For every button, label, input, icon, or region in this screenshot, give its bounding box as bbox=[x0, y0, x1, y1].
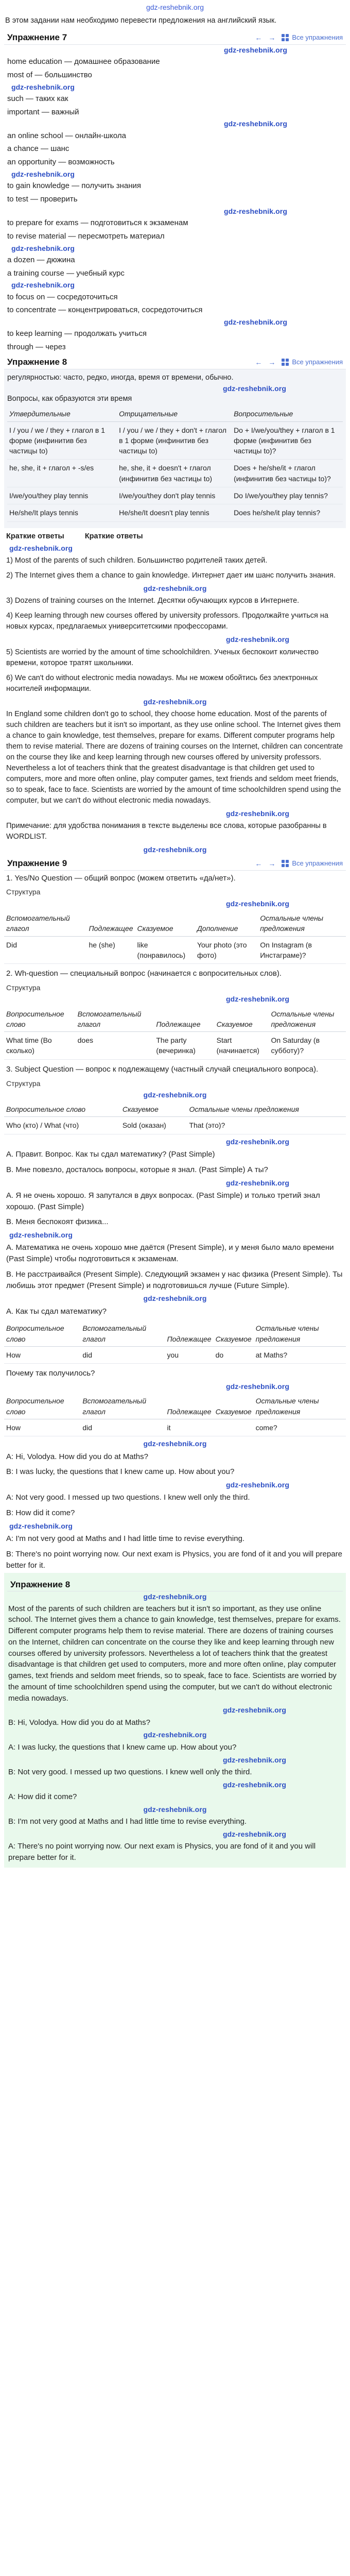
paragraph: 6) We can't do without electronic media nowadays. Мы не можем обойтись без электронных носителей информации. bbox=[6, 673, 318, 693]
table-header: Вопросительное слово bbox=[4, 1321, 80, 1346]
list-item: to concentrate — концентрироваться, сосредоточиться bbox=[7, 306, 203, 315]
watermark: gdz-reshebnik.org bbox=[222, 1706, 286, 1715]
watermark: gdz-reshebnik.org bbox=[225, 995, 289, 1004]
exercise-title: Упражнение 8 bbox=[10, 1579, 71, 1589]
watermark: gdz-reshebnik.org bbox=[143, 1439, 207, 1448]
table-cell: On Saturday (в субботу)? bbox=[269, 1032, 346, 1060]
table-cell: I / you / we / they + глагол в 1 форме (инфинитив без частицы to) bbox=[7, 421, 117, 460]
paragraph: 2) The Internet gives them a chance to gain knowledge. Интернет дает им шанс получить знания. bbox=[6, 571, 336, 580]
list-item: to focus on — сосредоточиться bbox=[7, 292, 118, 301]
paragraph: In England some children don't go to school, they choose home education. Most of the parents of such children are teachers but it isn't so important, as they use online school. The Internet gives them a chance to gain knowledge, test themselves, prepare for exams. Different computer programs help them to revise material. There are dozens of training courses on the Internet, children can concentrate on the course they like and keep learning through new courses offered by university professors. Nevertheless a lot of teachers think that the greatest disadvantage is that children get used to computers, more and more often online, play computer games, text friends and seldom meet friends, so to speak, face to face. Scientists are worried by the amount of time schoolchildren spend using the computer, but we can't do without electronic media nowadays. bbox=[6, 709, 343, 805]
exercise-title: Упражнение 7 bbox=[7, 32, 67, 42]
watermark: gdz-reshebnik.org bbox=[222, 1780, 286, 1789]
prev-arrow-icon[interactable]: ← bbox=[255, 358, 262, 367]
list-item: to keep learning — продолжать учиться bbox=[7, 329, 147, 338]
watermark: gdz-reshebnik.org bbox=[143, 1592, 207, 1601]
list-item: an online school — онлайн-школа bbox=[7, 131, 126, 140]
answer-line: B: How did it come? bbox=[6, 1509, 75, 1518]
watermark: gdz-reshebnik.org bbox=[9, 1521, 73, 1530]
example-line: A. Правит. Вопрос. Как ты сдал математику? (Past Simple) bbox=[6, 1150, 215, 1159]
table-cell: at Maths? bbox=[254, 1346, 346, 1363]
paragraph: 1) Most of the parents of such children. Большинство родителей таких детей. bbox=[6, 556, 268, 565]
prev-arrow-icon[interactable]: ← bbox=[255, 33, 262, 42]
watermark: gdz-reshebnik.org bbox=[143, 697, 207, 706]
table-cell: did bbox=[80, 1346, 165, 1363]
table-cell: it bbox=[165, 1419, 213, 1436]
grid-icon bbox=[282, 34, 289, 41]
table-header: Остальные члены предложения bbox=[269, 1007, 346, 1032]
table-header: Подлежащее bbox=[165, 1394, 213, 1419]
grid-icon bbox=[282, 359, 289, 366]
paragraph: 3) Dozens of training courses on the Internet. Десятки обучающих курсов в Интернете. bbox=[6, 597, 300, 605]
all-exercises-link[interactable] bbox=[282, 859, 343, 869]
table-cell: What time (Во сколько) bbox=[4, 1032, 76, 1060]
table-cell: He/she/It doesn't play tennis bbox=[117, 504, 232, 521]
list-item: most of — большинство bbox=[7, 70, 92, 79]
question-table-2 bbox=[4, 1007, 346, 1060]
table-cell: Did bbox=[4, 936, 86, 964]
question-table-4 bbox=[4, 1321, 346, 1364]
example-line: A. Математика не очень хорошо мне даётся (Present Simple), и у меня было мало времени (Past Simple) чтобы подготовиться к экзаменам. bbox=[6, 1243, 334, 1264]
all-exercises-label: Все упражнения bbox=[292, 358, 343, 366]
table-row bbox=[7, 421, 343, 460]
all-exercises-link[interactable] bbox=[282, 358, 343, 367]
question-type: 2. Wh-question — специальный вопрос (начинается с вопросительных слов). bbox=[6, 969, 282, 978]
table-cell: Who (кто) / What (что) bbox=[4, 1117, 120, 1134]
watermark: gdz-reshebnik.org bbox=[225, 635, 289, 644]
table-cell: did bbox=[80, 1419, 165, 1436]
watermark: gdz-reshebnik.org bbox=[225, 1178, 289, 1187]
table-row bbox=[4, 1346, 346, 1363]
table-cell: I/we/you/they don't play tennis bbox=[117, 487, 232, 504]
answer-line: A: Hi, Volodya. How did you do at Maths? bbox=[6, 1452, 148, 1461]
table-header: Вопросительные bbox=[232, 406, 343, 421]
table-header: Сказуемое bbox=[214, 1321, 254, 1346]
next-arrow-icon[interactable]: → bbox=[268, 358, 276, 367]
table-cell: How bbox=[4, 1346, 80, 1363]
question-type: 3. Subject Question — вопрос к подлежащему (частный случай специального вопроса). bbox=[6, 1064, 319, 1074]
structure-label: Структура bbox=[6, 888, 41, 896]
short-answers-label: Краткие ответы bbox=[84, 532, 143, 540]
table-header: Остальные члены предложения bbox=[254, 1321, 346, 1346]
table-header: Вспомогательный глагол bbox=[80, 1394, 165, 1419]
table-header: Подлежащее bbox=[86, 911, 135, 936]
table-cell: Sold (оказан) bbox=[120, 1117, 187, 1134]
structure-label: Структура bbox=[6, 1079, 41, 1088]
all-exercises-label: Все упражнения bbox=[292, 33, 343, 41]
watermark: gdz-reshebnik.org bbox=[143, 1805, 207, 1814]
table-header: Вспомогательный глагол bbox=[76, 1007, 154, 1032]
dialogue-line: A: There's no point worrying now. Our next exam is Physics, you are fond of it and you will prepare better for it. bbox=[8, 1841, 316, 1862]
table-cell: he, she, it + глагол + -s/es bbox=[7, 460, 117, 487]
example-line: B. Не расстраивайся (Present Simple). Следующий экзамен у нас физика (Present Simple). Ты любишь этот предмет (Present Simple) и подготовишься лучше (Future Simple). bbox=[6, 1269, 343, 1290]
next-arrow-icon[interactable]: → bbox=[268, 859, 276, 868]
table-row bbox=[7, 487, 343, 504]
answer-line: A: I'm not very good at Maths and I had little time to revise everything. bbox=[6, 1534, 245, 1544]
list-item: an opportunity — возможность bbox=[7, 158, 115, 167]
watermark: gdz-reshebnik.org bbox=[225, 809, 289, 818]
watermark: gdz-reshebnik.org bbox=[223, 120, 287, 128]
watermark: gdz-reshebnik.org bbox=[9, 1231, 73, 1240]
table-header: Вопросительное слово bbox=[4, 1394, 80, 1419]
exercise-nav bbox=[255, 357, 343, 367]
table-row bbox=[4, 936, 346, 964]
watermark: gdz-reshebnik.org bbox=[143, 1090, 207, 1099]
table-row bbox=[4, 1032, 346, 1060]
table-cell: he (she) bbox=[86, 936, 135, 964]
watermark: gdz-reshebnik.org bbox=[222, 1755, 286, 1764]
table-header: Сказуемое bbox=[214, 1394, 254, 1419]
exercise-nav bbox=[255, 858, 343, 869]
watermark: gdz-reshebnik.org bbox=[143, 1731, 207, 1739]
watermark: gdz-reshebnik.org bbox=[222, 384, 286, 393]
table-header: Вспомогательный глагол bbox=[4, 911, 86, 936]
table-row bbox=[4, 1117, 346, 1134]
dialogue-line: A: I was lucky, the questions that I knew came up. How about you? bbox=[8, 1742, 237, 1752]
list-item: a training course — учебный курс bbox=[7, 268, 125, 278]
table-row bbox=[4, 1419, 346, 1436]
table-cell: He/she/It plays tennis bbox=[7, 504, 117, 521]
next-arrow-icon[interactable]: → bbox=[268, 33, 276, 42]
table-cell: How bbox=[4, 1419, 80, 1436]
prev-arrow-icon[interactable]: ← bbox=[255, 859, 262, 868]
table-row bbox=[7, 460, 343, 487]
watermark: gdz-reshebnik.org bbox=[222, 1829, 286, 1838]
table-header: Вопросительное слово bbox=[4, 1102, 120, 1117]
table-cell: I/we/you/they play tennis bbox=[7, 487, 117, 504]
table-header: Остальные члены предложения bbox=[254, 1394, 346, 1419]
table-cell: do bbox=[214, 1346, 254, 1363]
watermark: gdz-reshebnik.org bbox=[11, 82, 75, 91]
watermark: gdz-reshebnik.org bbox=[223, 45, 287, 54]
table-cell: you bbox=[165, 1346, 213, 1363]
answer-line: A: Not very good. I messed up two questions. I knew well only the third. bbox=[6, 1493, 250, 1502]
dialogue-line: A: How did it come? bbox=[8, 1792, 77, 1801]
grammar-section bbox=[4, 369, 346, 528]
list-item: through — через bbox=[7, 343, 66, 352]
table-header: Сказуемое bbox=[120, 1102, 187, 1117]
list-item: a dozen — дюжина bbox=[7, 255, 75, 264]
list-item: home education — домашнее образование bbox=[7, 57, 160, 66]
grammar-note: Вопросы, как образуются эти время bbox=[7, 395, 132, 403]
watermark: gdz-reshebnik.org bbox=[143, 1294, 207, 1303]
table-header: Остальные члены предложения bbox=[258, 911, 346, 936]
table-cell: Does he/she/it play tennis? bbox=[232, 504, 343, 521]
watermark: gdz-reshebnik.org bbox=[143, 845, 207, 854]
example-line: B. Мне повезло, досталось вопросы, которые я знал. (Past Simple) А ты? bbox=[6, 1165, 268, 1174]
watermark: gdz-reshebnik.org bbox=[225, 1481, 289, 1489]
dialogue-line: B: I'm not very good at Maths and I had little time to revise everything. bbox=[8, 1817, 247, 1826]
question-table-1 bbox=[4, 911, 346, 964]
vocabulary-list bbox=[4, 45, 346, 354]
short-answers-header bbox=[4, 528, 346, 543]
table-cell: On Instagram (в Инстаграме)? bbox=[258, 936, 346, 964]
watermark: gdz-reshebnik.org bbox=[143, 584, 207, 592]
watermark: gdz-reshebnik.org bbox=[9, 544, 73, 552]
example-line: B. Меня беспокоят физика... bbox=[6, 1217, 109, 1227]
list-item: to gain knowledge — получить знания bbox=[7, 181, 141, 191]
exercise-title: Упражнение 9 bbox=[7, 858, 67, 868]
question-table-3 bbox=[4, 1102, 346, 1134]
table-header: Вопросительное слово bbox=[4, 1007, 76, 1032]
answer-section bbox=[4, 1573, 346, 1868]
table-header: Утвердительные bbox=[7, 406, 117, 421]
example-line: A. Как ты сдал математику? bbox=[6, 1307, 107, 1316]
table-cell: Does + he/she/it + глагол (инфинитив без частицы to)? bbox=[232, 460, 343, 487]
example-line: A. Я не очень хорошо. Я запутался в двух вопросах. (Past Simple) и только третий знал хорошо. (Past Simple) bbox=[6, 1191, 320, 1211]
watermark: gdz-reshebnik.org bbox=[11, 170, 75, 178]
list-item: important — важный bbox=[7, 107, 79, 116]
watermark: gdz-reshebnik.org bbox=[225, 1137, 289, 1146]
table-cell: Do I/we/you/they play tennis? bbox=[232, 487, 343, 504]
table-cell: he, she, it + doesn't + глагол (инфинитив без частицы to) bbox=[117, 460, 232, 487]
dialogue-line: B: Hi, Volodya. How did you do at Maths? bbox=[8, 1718, 150, 1727]
example-line: Почему так получилось? bbox=[6, 1369, 95, 1378]
site-header bbox=[4, 0, 346, 14]
watermark: gdz-reshebnik.org bbox=[11, 281, 75, 290]
table-header: Вспомогательный глагол bbox=[80, 1321, 165, 1346]
list-item: to prepare for exams — подготовиться к экзаменам bbox=[7, 218, 188, 227]
table-header: Сказуемое bbox=[135, 911, 195, 936]
table-cell: like (понравилось) bbox=[135, 936, 195, 964]
short-answers-label: Краткие ответы bbox=[6, 532, 64, 540]
exercise-8-header bbox=[4, 356, 346, 369]
table-cell: does bbox=[76, 1032, 154, 1060]
exercise-8-answer-header bbox=[7, 1578, 343, 1591]
paragraph: Примечание: для удобства понимания в тексте выделены все слова, которые разобранны в WORDLIST. bbox=[6, 822, 327, 841]
watermark: gdz-reshebnik.org bbox=[225, 1382, 289, 1391]
question-type: 1. Yes/No Question — общий вопрос (можем ответить «да/нет»). bbox=[6, 873, 236, 883]
table-cell: come? bbox=[254, 1419, 346, 1436]
table-header: Дополнение bbox=[195, 911, 258, 936]
paragraph: 4) Keep learning through new courses offered by university professors. Продолжайте учиться на новых курсах, предлагаемых университетскими профессорами. bbox=[6, 612, 328, 631]
exercise-title: Упражнение 8 bbox=[7, 357, 67, 367]
watermark: gdz-reshebnik.org bbox=[225, 899, 289, 908]
list-item: to revise material — пересмотреть материал bbox=[7, 231, 165, 241]
table-cell: Do + I/we/you/they + глагол в 1 форме (инфинитив без частицы to)? bbox=[232, 421, 343, 460]
question-table-5 bbox=[4, 1394, 346, 1436]
watermark: gdz-reshebnik.org bbox=[223, 318, 287, 327]
all-exercises-label: Все упражнения bbox=[292, 859, 343, 867]
table-cell: I / you / we / they + don't + глагол в 1 форме (инфинитив без частицы to) bbox=[117, 421, 232, 460]
paragraph: 5) Scientists are worried by the amount of time schoolchildren. Ученых беспокоит количество времени, которое тратят школьники. bbox=[6, 648, 319, 667]
answer-line: B: There's no point worrying now. Our next exam is Physics, you are fond of it and you will prepare better for it. bbox=[6, 1549, 342, 1570]
exercise-nav bbox=[255, 32, 343, 43]
exercise-7-header bbox=[4, 31, 346, 45]
exercise-9-header bbox=[4, 857, 346, 871]
intro-text: В этом задании нам необходимо перевести предложения на английский язык. bbox=[5, 16, 277, 25]
structure-label: Структура bbox=[6, 983, 41, 992]
all-exercises-link[interactable] bbox=[282, 33, 343, 43]
list-item: to test — проверить bbox=[7, 194, 78, 204]
table-header: Подлежащее bbox=[154, 1007, 214, 1032]
grid-icon bbox=[282, 860, 289, 867]
grammar-table bbox=[7, 406, 343, 521]
table-cell: The party (вечеринка) bbox=[154, 1032, 214, 1060]
table-header: Подлежащее bbox=[165, 1321, 213, 1346]
table-header: Сказуемое bbox=[215, 1007, 269, 1032]
table-row bbox=[7, 504, 343, 521]
dialogue-line: B: Not very good. I messed up two questions. I knew well only the third. bbox=[8, 1767, 252, 1776]
table-header: Остальные члены предложения bbox=[187, 1102, 346, 1117]
watermark: gdz-reshebnik.org bbox=[11, 244, 75, 252]
site-name[interactable]: gdz-reshebnik.org bbox=[146, 3, 204, 11]
table-cell: That (это)? bbox=[187, 1117, 346, 1134]
answer-line: B: I was lucky, the questions that I knew came up. How about you? bbox=[6, 1467, 235, 1477]
table-cell bbox=[214, 1419, 254, 1436]
grammar-note: регулярностью: часто, редко, иногда, время от времени, обычно. bbox=[7, 373, 234, 382]
table-cell: Start (начинается) bbox=[215, 1032, 269, 1060]
list-item: such — таких как bbox=[7, 94, 68, 103]
table-header: Отрицательные bbox=[117, 406, 232, 421]
watermark: gdz-reshebnik.org bbox=[223, 207, 287, 215]
answer-text: Most of the parents of such children are teachers but it isn't so important, as they use online school. The Internet gives them a chance to gain knowledge, test themselves, prepare for exams. Different computer programs help them to revise material. There are dozens of training courses on the Internet, children can concentrate on the course they like and keep learning through new courses offered by university professors. Nevertheless a lot of teachers think that the greatest disadvantage is that children get used to computers, more and more often online, play computer games, text friends and seldom meet friends, so to speak, face to face. Scientists are worried by the amount of time schoolchildren spend using the computer, but we can't do without electronic media nowadays. bbox=[8, 1604, 341, 1703]
table-cell: Your photo (это фото) bbox=[195, 936, 258, 964]
list-item: a chance — шанс bbox=[7, 144, 69, 154]
